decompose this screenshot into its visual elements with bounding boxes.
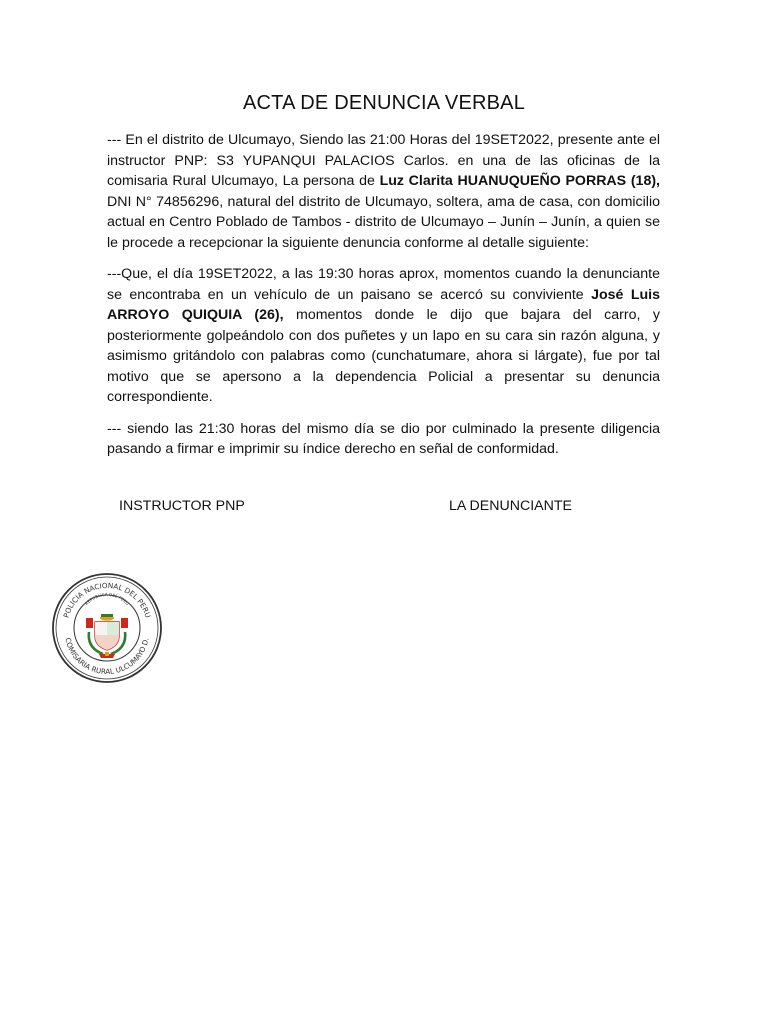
paragraph-3: --- siendo las 21:30 horas del mismo día se dio por culminado la presente diligencia pasando a firmar e imprimir su índice derecho en señal de conformidad. [107, 420, 660, 457]
paragraph-2 [107, 264, 660, 408]
signature-complainant: LA DENUNCIANTE [449, 498, 572, 514]
paragraph-2-text-c: momentos donde le dijo que bajara del carro, y posteriormente golpeándolo con dos puñetes y un lapo en su cara sin razón alguna, y asimismo gritándolo con palabras como (cunchatumare, ahora si lárgate), fue por tal motivo que se apersono a la dependencia Policial a presentar su denuncia correspondiente. [107, 307, 660, 405]
peru-coat-of-arms-icon [86, 614, 128, 658]
accused-name: José Luis ARROYO QUIQUIA (26), [107, 286, 660, 323]
police-seal [51, 572, 163, 684]
complainant-name: Luz Clarita HUANUQUEÑO PORRAS (18), [379, 173, 660, 189]
seal-inner-text: REPUBLICA DEL PERU [83, 591, 131, 607]
document-title: ACTA DE DENUNCIA VERBAL [242, 92, 526, 114]
paragraph-1 [107, 130, 660, 253]
paragraph-1-text-c: DNI N° 74856296, natural del distrito de Ulcumayo, soltera, ama de casa, con domicilio actual en Centro Poblado de Tambos - distrito de Ulcumayo – Junín – Junín, a quien se le procede a recepcionar la siguiente denuncia conforme al detalle siguiente: [107, 193, 660, 251]
seal-bottom-text: COMISARIA RURAL ULCUMAYO D. [63, 636, 151, 677]
document-body [107, 130, 660, 471]
signature-instructor: INSTRUCTOR PNP [119, 498, 245, 514]
paragraph-1-text-a: --- En el distrito de Ulcumayo, Siendo las 21:00 Horas del 19SET2022, presente ante el instructor PNP: S3 YUPANQUI PALACIOS Carlos. en una de las oficinas de la comisaria Rural Ulcumayo, La persona de [107, 132, 660, 189]
seal-outer-text: POLICIA NACIONAL DEL PERU [61, 580, 153, 619]
paragraph-2-text-a: ---Que, el día 19SET2022, a las 19:30 horas aprox, momentos cuando la denunciante se encontraba en un vehículo de un paisano se acercó su conviviente [107, 266, 660, 303]
